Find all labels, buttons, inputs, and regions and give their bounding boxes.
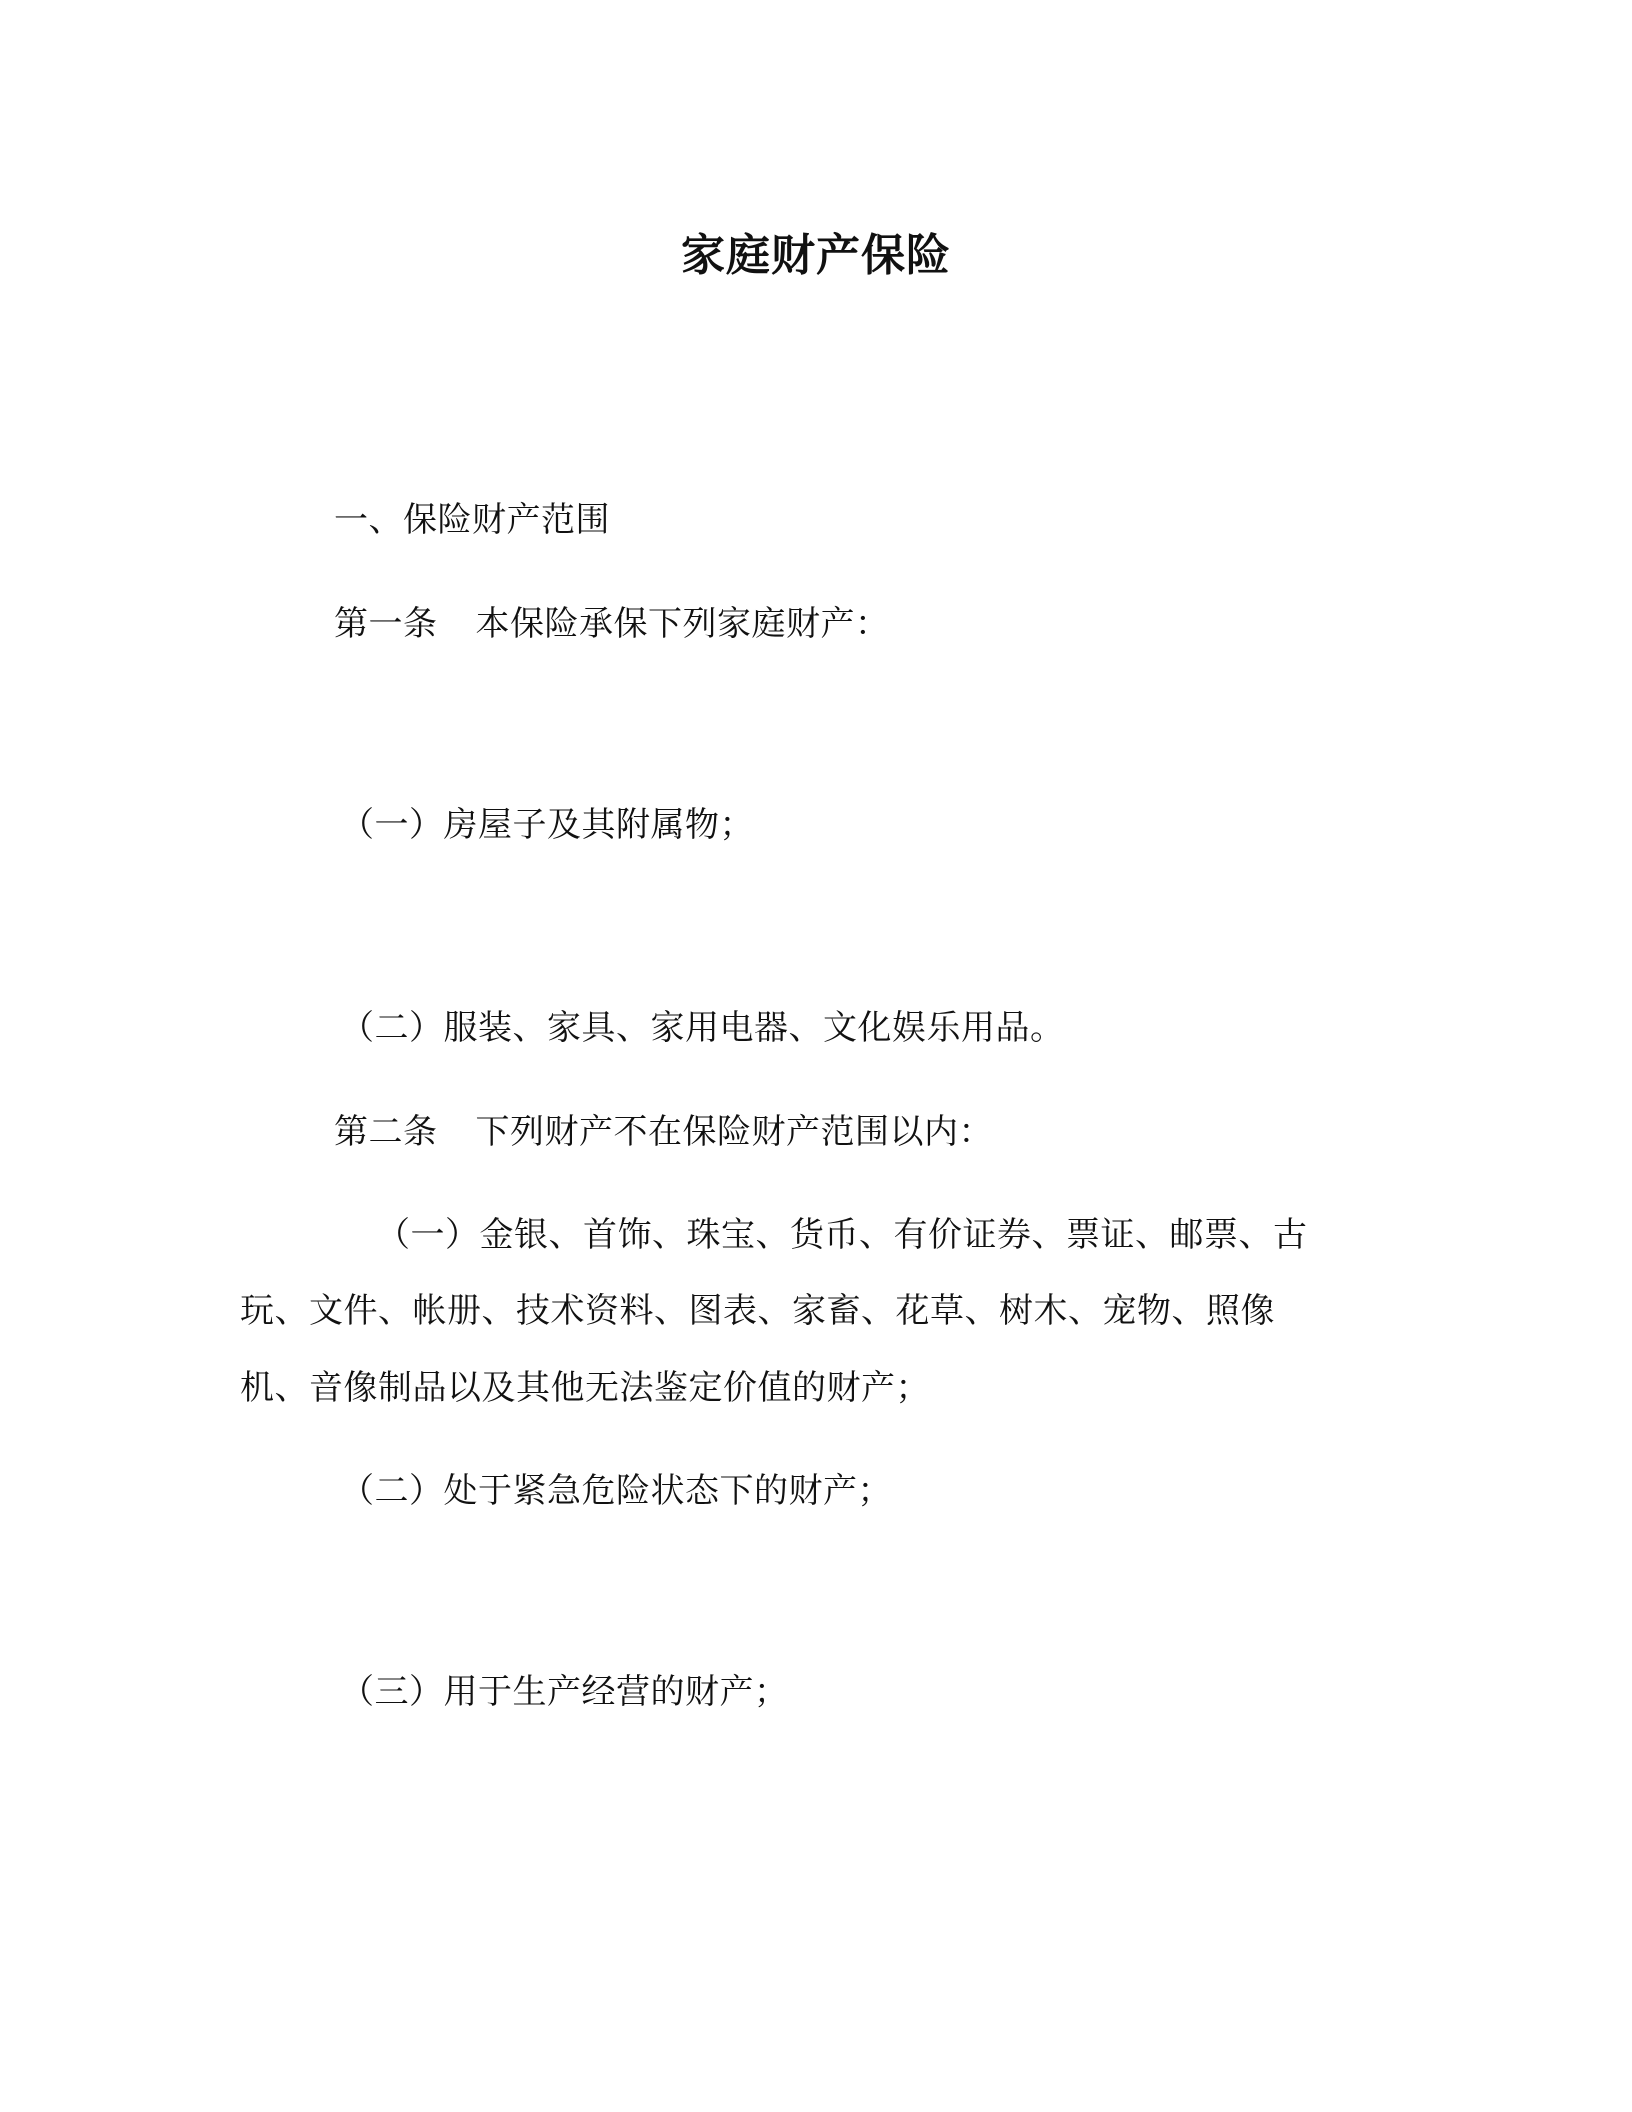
document-title: 家庭财产保险 — [681, 230, 951, 281]
article-1-item-2: （二）服装、家具、家用电器、文化娱乐用品。 — [340, 1008, 1065, 1048]
article-2-text: 下列财产不在保险财产范围以内： — [475, 1112, 993, 1152]
section-heading: 一、保险财产范围 — [334, 500, 610, 540]
article-2-item-3: （三）用于生产经营的财产； — [340, 1672, 789, 1712]
article-2-item-1-line-1: （一）金银、首饰、珠宝、货币、有价证券、票证、邮票、古 — [376, 1215, 1308, 1255]
article-2-item-1-line-2: 玩、文件、帐册、技术资料、图表、家畜、花草、树木、宠物、照像 — [240, 1291, 1275, 1331]
article-1-label: 第一条 — [334, 604, 438, 644]
article-1-item-1: （一）房屋子及其附属物； — [340, 805, 754, 845]
article-2 — [334, 1110, 993, 1154]
article-2-item-2: （二）处于紧急危险状态下的财产； — [340, 1471, 892, 1511]
article-1-text: 本保险承保下列家庭财产： — [475, 604, 890, 644]
article-2-label: 第二条 — [334, 1112, 438, 1152]
article-2-item-1-line-3: 机、音像制品以及其他无法鉴定价值的财产； — [240, 1368, 930, 1408]
article-1 — [334, 602, 890, 646]
